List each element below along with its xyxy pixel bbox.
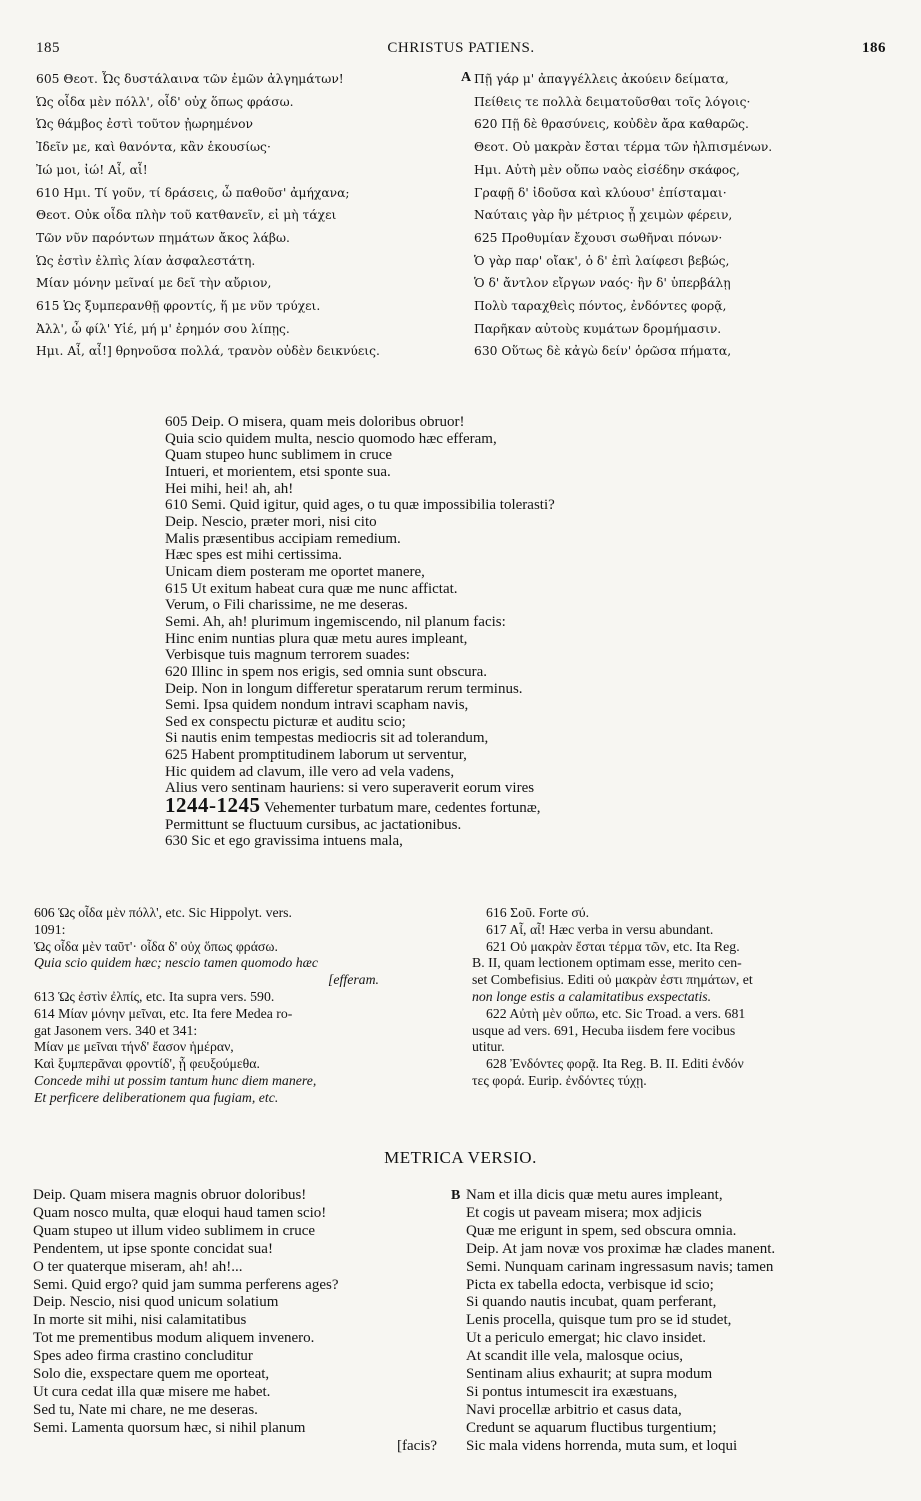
note-line: Concede mihi ut possim tantum hunc diem manere, xyxy=(34,1072,317,1088)
latin-line: Sed ex conspectu picturæ et auditu scio; xyxy=(165,713,406,730)
verse-line: [facis? xyxy=(397,1437,437,1454)
note-line: set Combefisius. Editi οὐ μακρὰν ἐστι πημάτων, et xyxy=(472,972,753,988)
latin-line: 615 Ut exitum habeat cura quæ me nunc affictat. xyxy=(165,580,458,597)
verse-line: Semi. Nunquam carinam ingressasum navis; tamen xyxy=(466,1258,774,1275)
greek-line: Ὁ γὰρ παρ' οἴακ', ὁ δ' ἐπὶ λαίφεσι βεβώς, xyxy=(474,253,730,268)
latin-line: Si nautis enim tempestas mediocris sit ad tolerandum, xyxy=(165,730,489,747)
greek-line: Ὁ δ' ἄντλον εἴργων ναός· ἢν δ' ὑπερβάλῃ xyxy=(474,276,731,291)
verse-line: At scandit ille vela, malosque ocius, xyxy=(466,1348,684,1365)
greek-line: 625 Προθυμίαν ἔχουσι σωθῆναι πόνων· xyxy=(474,230,723,245)
note-line: Ὡς οἶδα μὲν ταῦτ'· οἶδα δ' οὐχ ὅπως φράσω. xyxy=(34,938,278,954)
latin-line: Alius vero sentinam hauriens: si vero superaverit eorum vires xyxy=(165,780,535,797)
verse-line: Et cogis ut paveam misera; mox adjicis xyxy=(466,1204,702,1221)
latin-line: 625 Habent promptitudinem laborum ut serventur, xyxy=(165,747,467,764)
verse-line: Si pontus intumescit ira exæstuans, xyxy=(466,1383,678,1400)
verse-line: In morte sit mihi, nisi calamitatibus xyxy=(33,1312,247,1329)
verse-line: Pendentem, ut ipse sponte concidat sua! xyxy=(33,1240,273,1257)
note-line: B. II, quam lectionem optimam esse, merito cen- xyxy=(472,955,742,971)
greek-line: Ὡς θάμβος ἐστὶ τοῦτον ᾐωρημένον xyxy=(36,117,254,132)
greek-line: 620 Πῇ δὲ θρασύνεις, κοὐδὲν ἄρα καθαρῶς. xyxy=(474,117,749,132)
footnotes-right-column xyxy=(472,905,885,1090)
page-number-left: 185 xyxy=(36,40,60,56)
latin-line: 605 Deip. O misera, quam meis doloribus obruor! xyxy=(165,414,465,430)
verse-line: Tot me prementibus modum aliquem invenero. xyxy=(33,1330,315,1347)
latin-line: Unicam diem posteram me oportet manere, xyxy=(165,563,425,580)
greek-line: Μίαν μόνην μεῖναί με δεῖ τὴν αὔριον, xyxy=(36,276,272,291)
greek-line: Ἰδεῖν με, καὶ θανόντα, κἂν ἑκουσίως· xyxy=(36,140,271,155)
verse-line: Ut a periculo emergat; hic clavo insidet. xyxy=(466,1330,707,1347)
verse-line: Lenis procella, quisque tum pro se id studet, xyxy=(466,1312,732,1329)
greek-line: Ημι. Αὐτὴ μὲν οὔπω ναὸς εἰσέδην σκάφος, xyxy=(474,162,740,177)
latin-line: Deip. Non in longum differetur speratarum rerum terminus. xyxy=(165,680,523,697)
verse-line: Ut cura cedat illa quæ misere me habet. xyxy=(33,1383,271,1400)
latin-line: Malis præsentibus accipiam remedium. xyxy=(165,530,401,547)
greek-line: Ὡς οἶδα μὲν πόλλ', οἶδ' οὐχ ὅπως φράσω. xyxy=(36,94,294,109)
note-line: utitur. xyxy=(472,1039,505,1055)
verse-line: Si quando nautis incubat, quam perferant, xyxy=(466,1294,717,1311)
page-number-right: 186 xyxy=(862,40,886,56)
verse-line: Quam nosco multa, quæ eloqui haud tamen scio! xyxy=(33,1204,327,1221)
greek-line: 605 Θεοτ. Ὦς δυστάλαινα τῶν ἐμῶν ἀλγημάτων! xyxy=(36,72,344,86)
page-title: CHRISTUS PATIENS. xyxy=(387,40,535,56)
verse-line: Sic mala videns horrenda, muta sum, et loqui xyxy=(466,1437,738,1454)
note-line: 606 Ὡς οἶδα μὲν πόλλ', etc. Sic Hippolyt. vers. xyxy=(34,905,293,920)
section-heading: METRICA VERSIO. xyxy=(384,1148,537,1167)
note-line: 621 Οὐ μακρὰν ἔσται τέρμα τῶν, etc. Ita Reg. xyxy=(486,938,740,954)
verse-line: Sed tu, Nate mi chare, ne me deseras. xyxy=(33,1401,258,1418)
latin-line-with-column-number xyxy=(165,797,885,817)
latin-line: Semi. Ah, ah! plurimum ingemiscendo, nil planum facis: xyxy=(165,613,506,630)
note-line: Quia scio quidem hæc; nescio tamen quomodo hæc xyxy=(34,955,318,971)
verse-line: Sentinam alius exhaurit; at supra modum xyxy=(466,1366,713,1383)
verse-line: Deip. At jam novæ vos proximæ hæ clades manent. xyxy=(466,1240,776,1257)
note-line: [efferam. xyxy=(328,972,379,988)
column-marker-b: B xyxy=(451,1188,461,1203)
latin-line: Hinc enim nuntias plura quæ metu aures impleant, xyxy=(165,630,468,647)
note-line: 617 Αἶ, αἶ! Hæc verba in versu abundant. xyxy=(486,921,714,937)
latin-line: 610 Semi. Quid igitur, quid ages, o tu quæ impossibilia tolerasti? xyxy=(165,497,555,514)
verse-line: Solo die, exspectare quem me oporteat, xyxy=(33,1366,270,1383)
latin-line: 630 Sic et ego gravissima intuens mala, xyxy=(165,833,403,850)
verse-line: Semi. Quid ergo? quid jam summa perferens ages? xyxy=(33,1276,339,1293)
latin-line: Intueri, et morientem, etsi sponte sua. xyxy=(165,463,391,480)
latin-line: Hei mihi, hei! ah, ah! xyxy=(165,480,294,497)
verse-line: Deip. Nescio, nisi quod unicum solatium xyxy=(33,1294,279,1311)
greek-text-left-column xyxy=(36,68,474,363)
column-marker-a: A xyxy=(461,70,472,85)
verse-line: Picta ex tabella edocta, verbisque id scio; xyxy=(466,1276,714,1293)
verse-line: Quæ me erigunt in spem, sed obscura omnia. xyxy=(466,1222,737,1239)
verse-line: Quam stupeo ut illum video sublimem in cruce xyxy=(33,1222,316,1239)
latin-line: 620 Illinc in spem nos erigis, sed omnia sunt obscura. xyxy=(165,663,488,680)
verse-line: Semi. Lamenta quorsum hæc, si nihil planum xyxy=(33,1419,306,1436)
verse-line: Spes adeo firma crastino concluditur xyxy=(33,1348,253,1365)
note-line: 1091: xyxy=(34,921,66,937)
greek-line: Ἀλλ', ὦ φίλ' Υἱέ, μή μ' ἐρημόν σου λίπῃς. xyxy=(36,321,290,336)
greek-line: Παρῆκαν αὐτοὺς κυμάτων δρομήμασιν. xyxy=(474,321,722,336)
greek-line: Θεοτ. Οὐκ οἶδα πλὴν τοῦ κατθανεῖν, εἰ μὴ τάχει xyxy=(36,208,337,223)
column-number: 1244-1245 xyxy=(165,797,261,817)
note-line: non longe estis a calamitatibus exspectatis. xyxy=(472,988,712,1004)
greek-line: 630 Οὕτως δὲ κἀγὼ δείν' ὁρῶσα πήματα, xyxy=(474,344,732,359)
latin-line: Hæc spes est mihi certissima. xyxy=(165,547,343,564)
latin-line: Semi. Ipsa quidem nondum intravi scapham navis, xyxy=(165,697,469,714)
greek-line: Θεοτ. Οὐ μακρὰν ἔσται τέρμα τῶν ἠλπισμένων. xyxy=(474,140,773,155)
latin-line: Quia scio quidem multa, nescio quomodo hæc efferam, xyxy=(165,430,497,447)
verse-line: Credunt se aquarum fluctibus turgentium; xyxy=(466,1419,717,1436)
greek-line: 615 Ὡς ξυμπερανθῇ φροντίς, ἥ με νῦν τρύχει. xyxy=(36,299,321,314)
greek-line: Ὡς ἐστὶν ἐλπὶς λίαν ἀσφαλεστάτη. xyxy=(36,253,256,268)
latin-line: Deip. Nescio, præter mori, nisi cito xyxy=(165,513,377,530)
running-head xyxy=(36,40,886,60)
verse-line: Nam et illa dicis quæ metu aures impleant, xyxy=(466,1187,723,1203)
note-line: Μίαν με μεῖναι τήνδ' ἔασον ἡμέραν, xyxy=(34,1039,234,1055)
greek-line: Ἰώ μοι, ἰώ! Αἶ, αἶ! xyxy=(36,162,148,177)
note-line: gat Jasonem vers. 340 et 341: xyxy=(34,1022,198,1038)
metrical-version-right-column xyxy=(466,1187,886,1456)
greek-line: Πείθεις τε πολλὰ δειματοῦσθαι τοῖς λόγοις· xyxy=(474,94,751,109)
latin-line: Vehementer turbatum mare, cedentes fortunæ, xyxy=(263,800,541,817)
note-line: 614 Μίαν μόνην μεῖναι, etc. Ita fere Medea ro- xyxy=(34,1005,293,1021)
greek-line: Τῶν νῦν παρόντων πημάτων ἄκος λάβω. xyxy=(36,230,290,245)
greek-line: Ναύταις γὰρ ἣν μέτριος ᾖ χειμὼν φέρειν, xyxy=(474,208,733,223)
latin-line: Permittunt se fluctuum cursibus, ac jactationibus. xyxy=(165,816,462,833)
latin-line: Quam stupeo hunc sublimem in cruce xyxy=(165,447,393,464)
greek-line: Γραφῇ δ' ἰδοῦσα καὶ κλύουσ' ἐπίσταμαι· xyxy=(474,185,727,200)
footnotes-left-column xyxy=(34,905,439,1107)
note-line: 616 Σοῦ. Forte σύ. xyxy=(486,905,590,920)
latin-line: Verbisque tuis magnum terrorem suades: xyxy=(165,647,410,664)
greek-line: Ημι. Αἶ, αἶ!] θρηνοῦσα πολλά, τρανὸν οὐδὲν δεικνύεις. xyxy=(36,344,380,359)
greek-line: 610 Ημι. Τί γοῦν, τί δράσεις, ὦ παθοῦσ' ἀμήχανα; xyxy=(36,185,350,200)
greek-text-right-column xyxy=(474,68,884,363)
verse-line: O ter quaterque miseram, ah! ah!... xyxy=(33,1258,243,1275)
metrical-version-left-column xyxy=(33,1187,451,1456)
greek-line: Πῇ γάρ μ' ἀπαγγέλλεις ἀκούειν δείματα, xyxy=(474,72,729,86)
verse-line: Navi procellæ arbitrio et casus data, xyxy=(466,1401,682,1418)
latin-line: Hic quidem ad clavum, ille vero ad vela vadens, xyxy=(165,763,455,780)
note-line: 613 Ὡς ἐστὶν ἐλπίς, etc. Ita supra vers. 590. xyxy=(34,988,275,1004)
note-line: 628 Ἐνδόντες φορᾷ. Ita Reg. B. II. Editi ἐνδόν xyxy=(486,1056,744,1072)
latin-line: Verum, o Fili charissime, ne me deseras. xyxy=(165,597,408,614)
latin-translation xyxy=(165,414,885,850)
note-line: Καὶ ξυμπερᾶναι φροντίδ', ᾗ φευξούμεθα. xyxy=(34,1056,260,1072)
note-line: 622 Αὐτὴ μὲν οὔπω, etc. Sic Troad. a vers. 681 xyxy=(486,1005,746,1021)
verse-line: Deip. Quam misera magnis obruor doloribus! xyxy=(33,1187,307,1203)
note-line: τες φορά. Eurip. ἐνδόντες τύχῃ. xyxy=(472,1072,647,1088)
note-line: Et perficere deliberationem qua fugiam, etc. xyxy=(34,1089,279,1105)
greek-line: Πολὺ ταραχθεὶς πόντος, ἐνδόντες φορᾷ, xyxy=(474,299,727,314)
note-line: usque ad vers. 691, Hecuba iisdem fere vocibus xyxy=(472,1022,736,1038)
